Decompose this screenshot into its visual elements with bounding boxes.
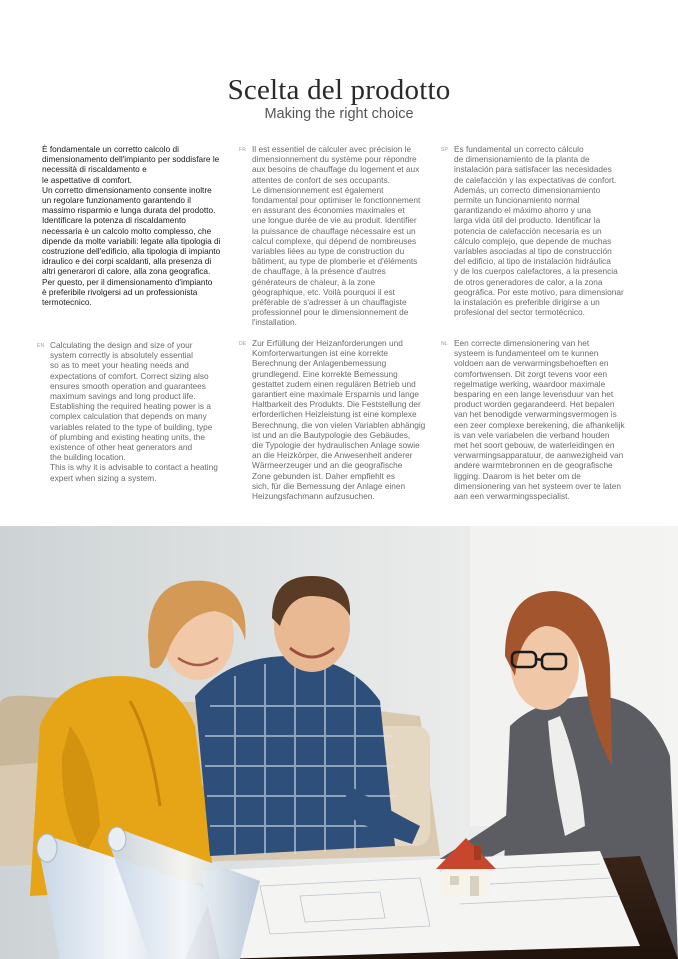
page-subtitle: Making the right choice [264,106,414,122]
language-code-de: DE [239,341,247,347]
dutch-paragraph: Een correcte dimensionering van het systeem is fundamenteel om te kunnen voldoen aan de verwarmingsbehoeften en comfortwensen. Dit zorgt tevens voor een regelmatige werking, waardoor maximale besparing en een lange levensduur van het product worden gegarandeerd. Het bepalen van het benodigde verwarmingsvermogen is een zeer complexe berekening, die afhankelijk is van vele variabelen die verband houden met het soort gebouw, de waterleidingen en verwarmingsapparatuur, de aanwezigheid van andere warmtebronnen en de geografische ligging. Daarom is het beter om de dimensionering van het systeem over te laten aan een verwarmingsspecialist. [454,338,625,502]
german-paragraph: Zur Erfüllung der Heizanforderungen und Komforterwartungen ist eine korrekte Berechnung der Anlagenbemessung grundlegend. Eine korrekte Bemessung gestattet zudem einen regulären Betrieb und garantiert eine maximale Ersparnis und lange Haltbarkeit des Produkts. Die Feststellung der erforderlichen Heizleistung ist eine komplexe Berechnung, die von vielen Variablen abhängig ist und an die Bautypologie des Gebäudes, die Typologie der hydraulischen Anlage sowie an die Heizkörper, die Anwesenheit anderer Wärmeerzeuger und an die geografische Zone gebunden ist. Daher empfiehlt es sich, für die Bemessung der Anlage einen Heizungsfachmann aufzusuchen. [252,338,426,502]
text-column-french [239,144,430,328]
text-column-dutch [441,338,640,502]
language-code-nl: NL [441,341,448,347]
italian-paragraph: È fondamentale un corretto calcolo di dimensionamento dell'impianto per soddisfare le necessità di riscaldamento e le aspettative di comfort. Un corretto dimensionamento consente inoltre un regolare funzionamento garantendo il massimo risparmio e lunga durata del prodotto. Identificare la potenza di riscaldamento necessaria è un calcolo molto complesso, che dipende da molte variabili: legate alla tipologia di costruzione dell'edificio, alla tipologia di impianto idraulico e dei corpi scaldanti, alla presenza di altri generarori di calore, alla zona geografica. Per questo, per il dimensionamento d'impianto è preferibile rivolgersi ad un professionista termotecnico. [42,144,221,308]
text-column-english [37,340,232,483]
text-column-italian [42,144,232,307]
consultation-photo [0,526,678,959]
text-column-german [239,338,434,502]
text-column-spanish [441,144,638,318]
language-code-sp: SP [441,147,449,153]
spanish-paragraph: Es fundamental un correcto cálculo de dimensionamiento de la planta de instalación para satisfacer las necesidades de calefacción y las expectativas de confort. Además, un correcto dimensionamiento permite un funcionamiento normal garantizando el máximo ahorro y una larga vida útil del producto. Identificar la potencia de calefacción necesaria es un cálculo complejo, que depende de muchas variables asociadas al tipo de construcción del edificio, al tipo de instalación hidráulica y de los cuerpos calefactores, a la presencia de otros generadores de calor, a la zona geográfica. Por este motivo, para dimensionar la instalación es preferible dirigirse a un profesional del sector termotécnico. [454,144,624,318]
french-paragraph: Il est essentiel de calculer avec précision le dimensionnement du système pour répondre aux besoins de chauffage du logement et aux attentes de confort de ses occupants. Le dimensionnement est également fondamental pour optimiser le fonctionnement en assurant des économies maximales et une longue durée de vie au produit. Identifier la puissance de chauffage nécessaire est un calcul complexe, qui dépend de nombreuses variables liées au type de construction du bâtiment, au type de plomberie et d'éléments de chauffage, à la présence d'autres générateurs de chaleur, à la zone géographique, etc. Voilà pourquoi il est préférable de s'adresser à un chauffagiste professionnel pour le dimensionnement de l'installation. [252,144,421,328]
english-paragraph: Calculating the design and size of your system correctly is absolutely essential so as to meet your heating needs and expectations of comfort. Correct sizing also ensures smooth operation and guarantees maximum savings and long product life. Establishing the required heating power is a complex calculation that depends on many variables related to the type of building, type of plumbing and existing heating units, the existence of other heat generators and the building location. This is why it is advisable to contact a heating expert when sizing a system. [50,340,218,483]
page-title: Scelta del prodotto [227,74,451,106]
language-code-fr: FR [239,147,247,153]
language-code-en: EN [37,343,45,349]
